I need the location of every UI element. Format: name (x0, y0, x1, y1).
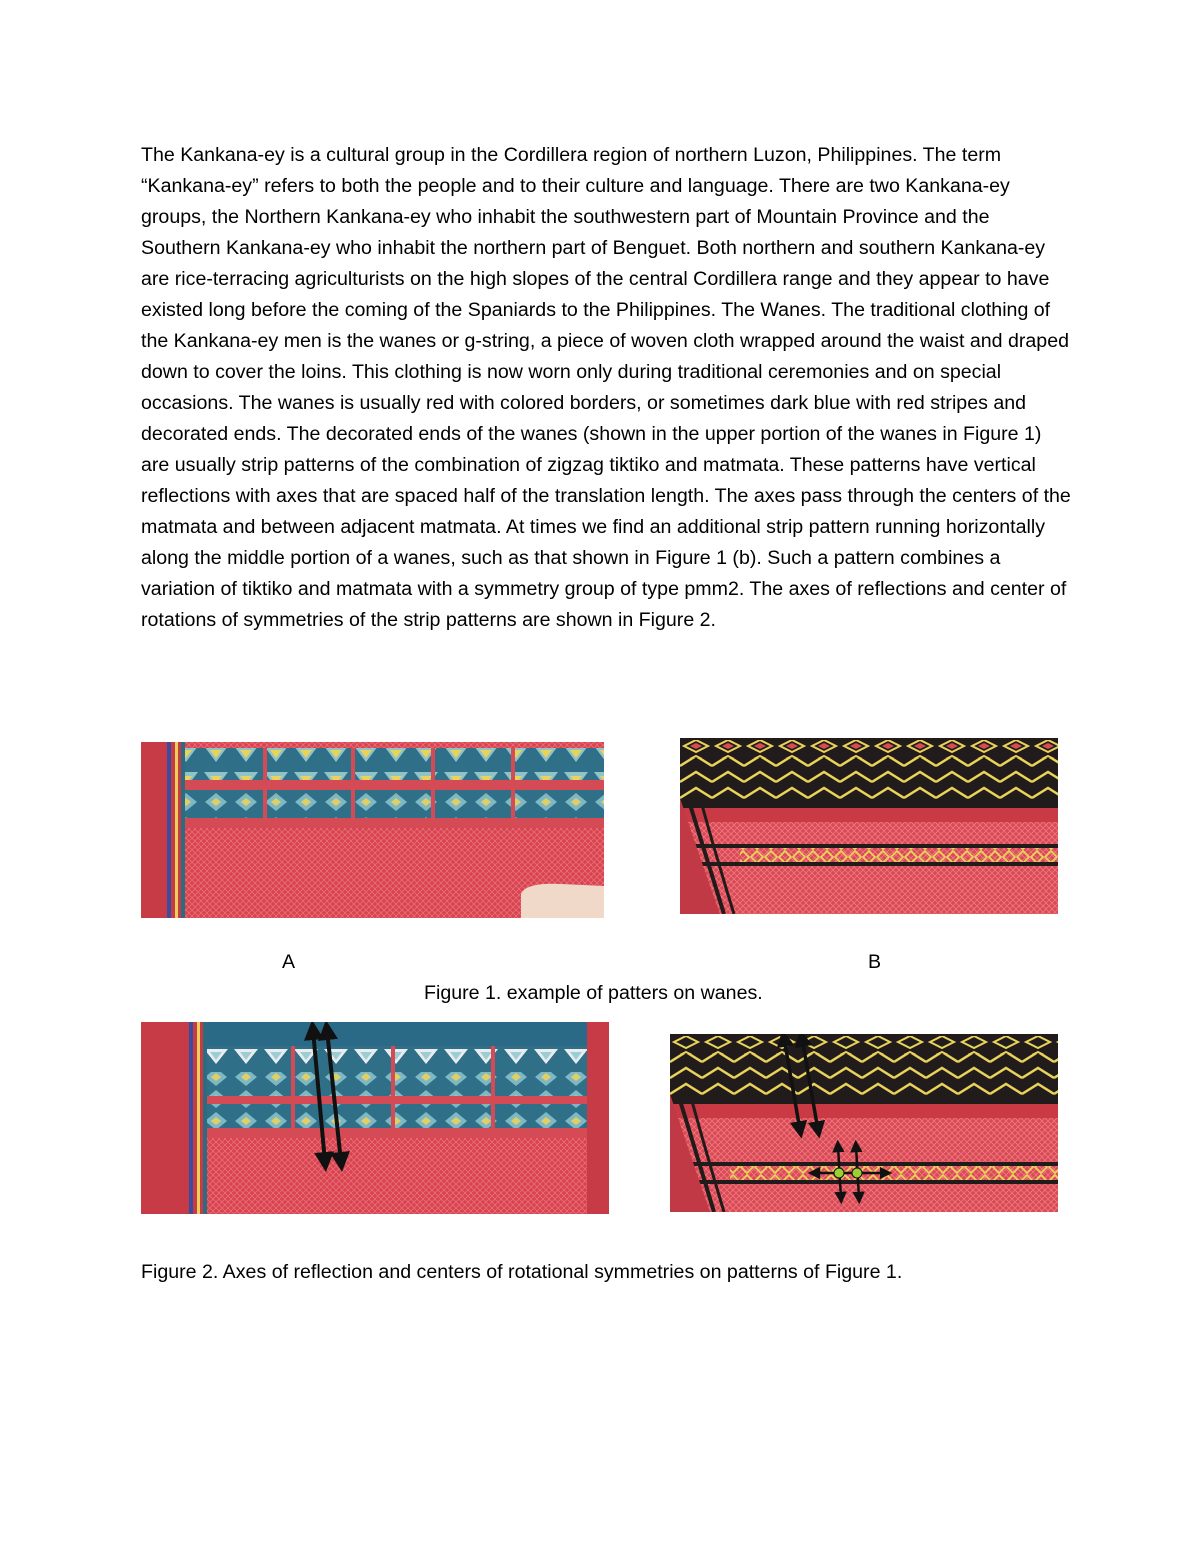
rotation-center-2 (852, 1168, 862, 1178)
figure-2b-image (670, 1034, 1058, 1212)
wanes-photo-with-rotation-centers (670, 1034, 1058, 1212)
wanes-photo-blue-pattern (141, 742, 604, 918)
wanes-photo-zigzag-pattern (680, 738, 1058, 914)
body-paragraph: The Kankana-ey is a cultural group in the Cordillera region of northern Luzon, Philippines. The term “Kankana-ey” refers to both the people and to their culture and language. There are two Kankana-ey groups, the Northern Kankana-ey who inhabit the southwestern part of Mountain Province and the Southern Kankana-ey who inhabit the northern part of Benguet. Both northern and southern Kankana-ey are rice-terracing agriculturists on the high slopes of the central Cordillera range and they appear to have existed long before the coming of the Spaniards to the Philippines. The Wanes. The traditional clothing of the Kankana-ey men is the wanes or g-string, a piece of woven cloth wrapped around the waist and draped down to cover the loins. This clothing is now worn only during traditional ceremonies and on special occasions. The wanes is usually red with colored borders, or sometimes dark blue with red stripes and decorated ends. The decorated ends of the wanes (shown in the upper portion of the wanes in Figure 1) are usually strip patterns of the combination of zigzag tiktiko and matmata. These patterns have vertical reflections with axes that are spaced half of the translation length. The axes pass through the centers of the matmata and between adjacent matmata. At times we find an additional strip pattern running horizontally along the middle portion of a wanes, such as that shown in Figure 1 (b). Such a pattern combines a variation of tiktiko and matmata with a symmetry group of type pmm2. The axes of reflections and center of rotations of symmetries of the strip patterns are shown in Figure 2. (141, 144, 1071, 631)
figure-1a-label: A (282, 951, 296, 973)
figure-1a-image (141, 742, 604, 918)
figure-1b-image (680, 738, 1058, 914)
figure-2-caption: Figure 2. Axes of reflection and centers of rotational symmetries on patterns of Figure 1. (141, 1261, 903, 1283)
figure-2a-image (141, 1022, 609, 1214)
figure-1b-label: B (868, 951, 882, 973)
figure-1-caption: Figure 1. example of patters on wanes. (424, 982, 763, 1004)
wanes-photo-with-reflection-axes (141, 1022, 609, 1214)
rotation-center-1 (834, 1168, 844, 1178)
